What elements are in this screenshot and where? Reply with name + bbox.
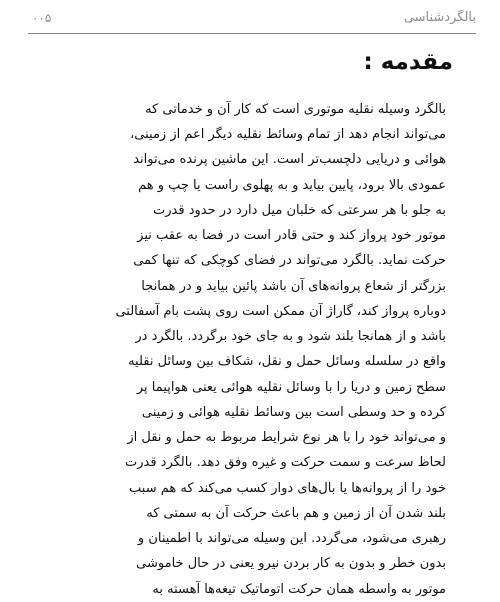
body-line-10: باشد و از همانجا بلند شود و به جای خود برگردد. بالگرد در bbox=[135, 329, 446, 344]
section-title: مقدمه : bbox=[363, 49, 453, 75]
body-line-7: حرکت نماید. بالگرد می‌تواند در فضای کوچکی که تنها کمی bbox=[133, 253, 446, 268]
body-line-3: هوائی و دریایی دلچسب‌تر است. این ماشین پرنده می‌تواند bbox=[133, 152, 446, 167]
body-line-18: رهبری می‌شود، می‌گردد. این وسیله می‌تواند با اطمینان و bbox=[137, 531, 446, 546]
body-line-8: بزرگتر از شعاع پروانه‌های آن باشد پائین بیاید و در همانجا bbox=[141, 279, 446, 294]
running-head: بالگردشناسی bbox=[403, 10, 476, 25]
body-line-5: به جلو با هر سرعتی که خلبان میل دارد در حدود قدرت bbox=[153, 203, 446, 218]
body-line-15: لحاظ سرعت و سمت حرکت و غیره وفق دهد. بالگرد قدرت bbox=[124, 455, 446, 470]
body-line-19: بدون خطر و بدون به کار بردن نیرو یعنی در حال خاموشی bbox=[136, 556, 446, 571]
page-number: ۰۰۵ bbox=[32, 11, 52, 25]
body-line-20: موتور به واسطه همان حرکت اتوماتیک تیغه‌ها آهسته به bbox=[152, 582, 446, 597]
body-line-4: عمودی بالا برود، پایین بیاید و به پهلوی راست یا چپ و هم bbox=[138, 178, 446, 193]
body-line-1: بالگرد وسیله نقلیه موتوری است که کار آن و خدماتی که bbox=[145, 102, 446, 117]
body-line-6: موتور خود پرواز کند و حتی قادر است در فضا به عقب نیز bbox=[137, 228, 446, 243]
body-line-14: و می‌تواند خود را با هر نوع شرایط مربوط به حمل و نقل از bbox=[127, 430, 446, 445]
body-line-9: دوباره پرواز کند، گاراژ آن ممکن است روی پشت بام آسفالتی bbox=[115, 304, 446, 319]
body-line-17: بلند شدن آن از زمین و هم باعث حرکت آن به سمتی که bbox=[146, 506, 446, 521]
body-line-11: واقع در سلسله وسائل حمل و نقل، شکاف بین وسائل نقلیه bbox=[128, 354, 446, 369]
body-line-16: خود را از پروانه‌ها یا بال‌های دوار کسب می‌کند که هم سبب bbox=[129, 481, 446, 496]
body-line-2: می‌تواند انجام دهد از تمام وسائط نقلیه دیگر اعم از زمینی، bbox=[130, 127, 446, 142]
body-line-12: سطح زمین و دریا را با وسائل نقلیه هوائی یعنی هواپیما پر bbox=[136, 380, 446, 395]
body-line-13: کرده و حد وسطی است بین وسائط نقلیه هوائی و زمینی bbox=[141, 405, 446, 420]
